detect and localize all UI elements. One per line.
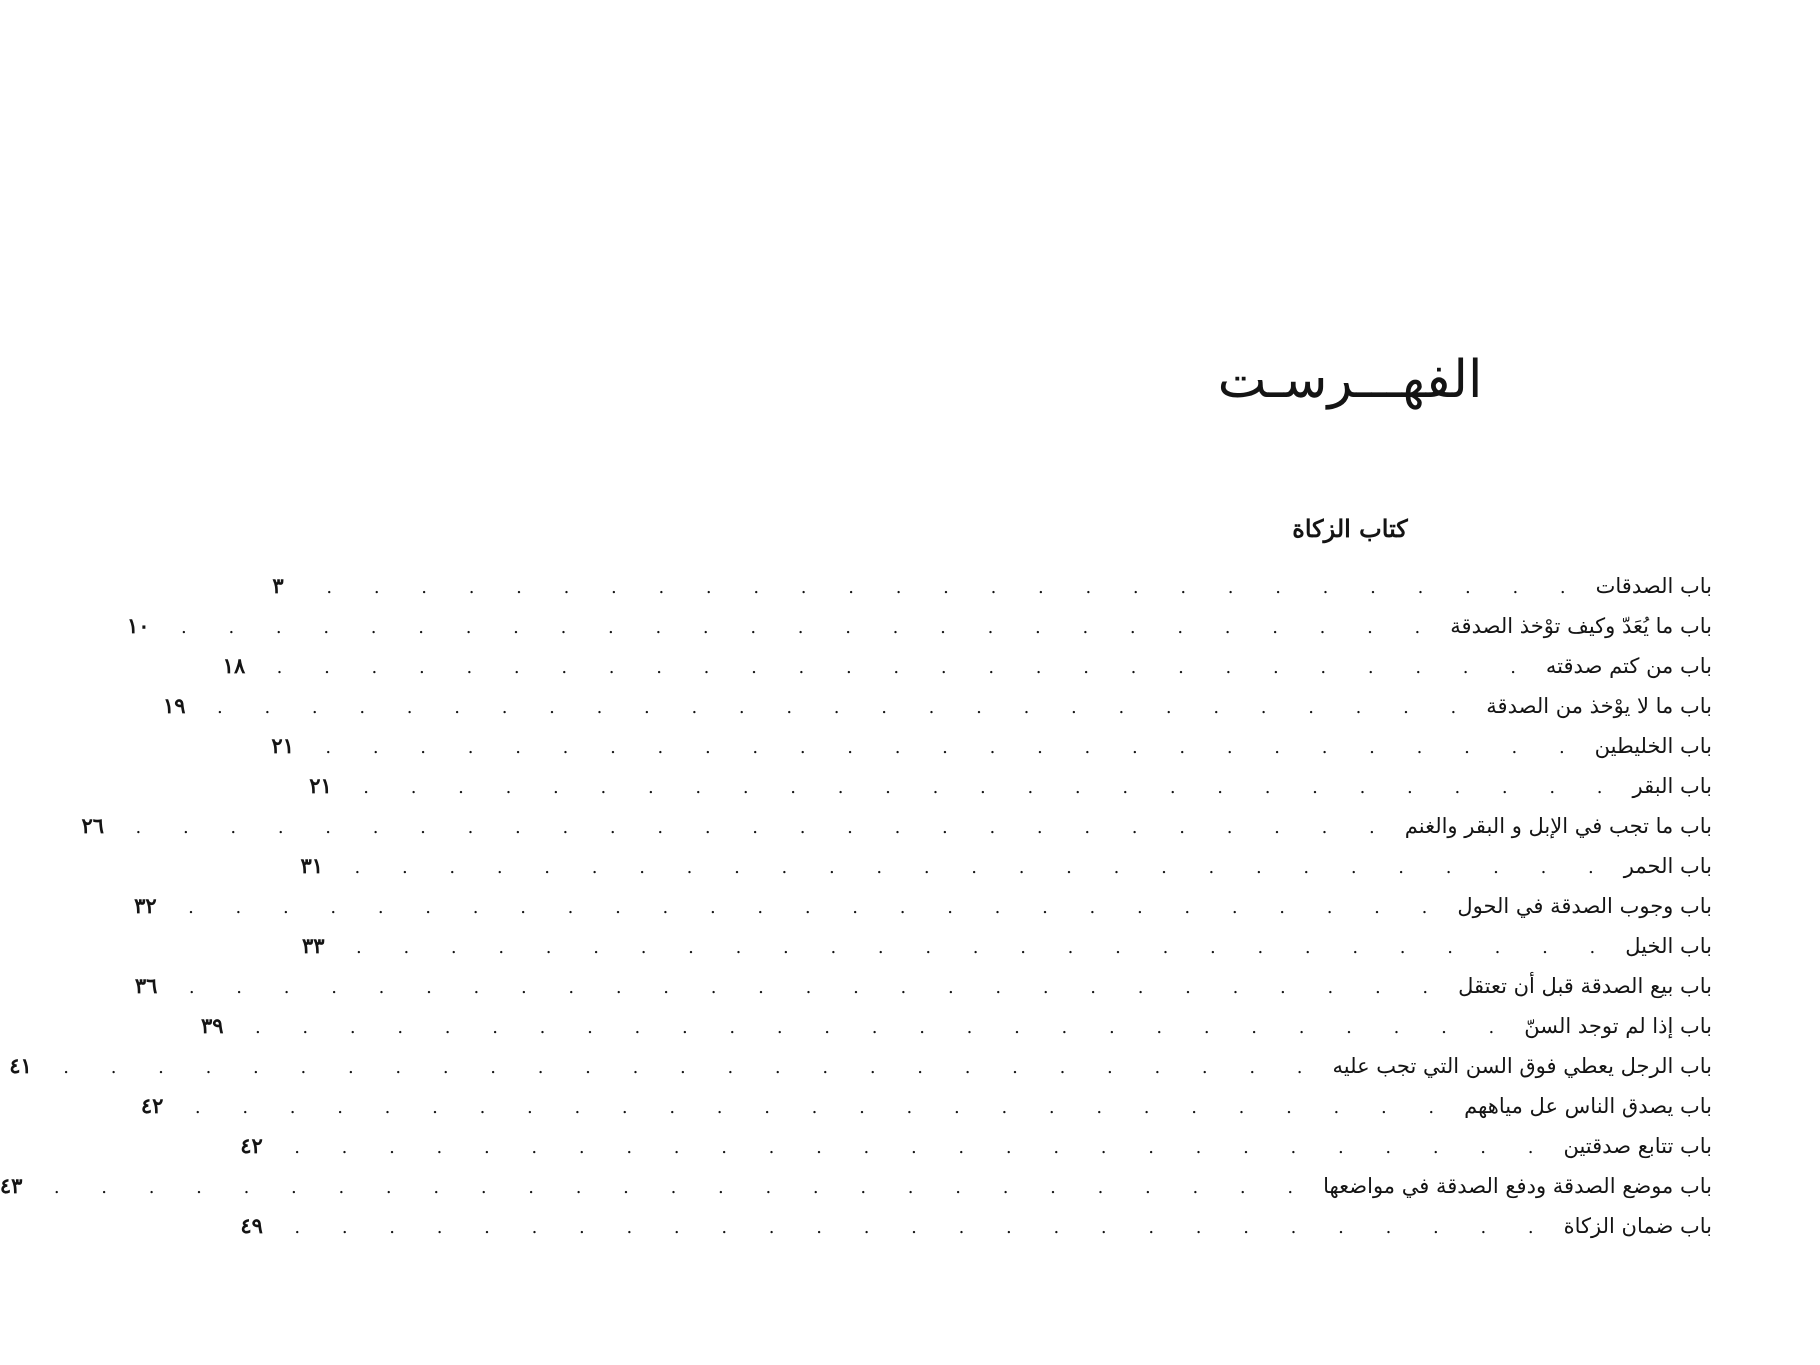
- dot-leader: . . . . . . . . . . . . . . . . . . . . . . . . . . .: [356, 937, 1614, 958]
- toc-entry-title: باب الحمر: [1623, 854, 1712, 878]
- toc-entry-title: باب ما يُعَدّ وكيف توْخذ الصدقة: [1450, 614, 1712, 638]
- toc-entry-page-number: ٤٢: [140, 1093, 164, 1118]
- dot-leader: . . . . . . . . . . . . . . . . . . . . . . . . . . .: [354, 857, 1612, 878]
- toc-entry: [163, 688, 1712, 728]
- toc-entry: [140, 1088, 1712, 1128]
- toc-entry: [9, 1048, 1712, 1088]
- toc-entry-page-number: ٣٩: [200, 1013, 224, 1038]
- toc-entry-title: باب ما تجب في الإبل و البقر والغنم: [1404, 814, 1712, 838]
- toc-entry: [272, 568, 1712, 608]
- page-title: الفهـــرسـت: [1217, 350, 1483, 410]
- toc-entry-title: باب الرجل يعطي فوق السن التي تجب عليه: [1332, 1054, 1712, 1078]
- toc-entry-title: باب يصدق الناس عل مياههم: [1464, 1094, 1712, 1118]
- dot-leader: . . . . . . . . . . . . . . . . . . . . . . . . . . .: [326, 577, 1584, 598]
- toc-entry-title: باب إذا لم توجد السنّ: [1524, 1014, 1712, 1038]
- dot-leader: . . . . . . . . . . . . . . . . . . . . . . . . . . .: [63, 1057, 1321, 1078]
- toc-entry-title: باب بيع الصدقة قبل أن تعتقل: [1458, 974, 1712, 998]
- dot-leader: . . . . . . . . . . . . . . . . . . . . . . . . . . .: [188, 897, 1446, 918]
- toc-entry: [271, 728, 1712, 768]
- toc-entry-title: باب وجوب الصدقة في الحول: [1457, 894, 1712, 918]
- toc-entry: [240, 1128, 1712, 1168]
- toc-entry-page-number: ٣٢: [134, 893, 157, 918]
- dot-leader: . . . . . . . . . . . . . . . . . . . . . . . . . . .: [294, 1137, 1552, 1158]
- section-heading: كتاب الزكاة: [1292, 514, 1408, 543]
- toc-entry: [222, 648, 1712, 688]
- toc-entry-page-number: ٣١: [300, 853, 324, 878]
- dot-leader: . . . . . . . . . . . . . . . . . . . . . . . . . . .: [325, 737, 1583, 758]
- toc-entry-page-number: ٣٦: [134, 973, 158, 998]
- toc-entry: [300, 848, 1712, 888]
- dot-leader: . . . . . . . . . . . . . . . . . . . . . . . . . . .: [294, 1217, 1552, 1238]
- toc-entry-page-number: ٤٢: [240, 1133, 263, 1158]
- toc-entry-title: باب الخيل: [1625, 934, 1712, 958]
- toc-entry-page-number: ٢١: [271, 733, 294, 758]
- toc-entry: [0, 1168, 1712, 1208]
- toc-entry-title: باب الصدقات: [1595, 574, 1712, 598]
- toc-entry: [200, 1008, 1712, 1048]
- toc-entry: [302, 928, 1712, 968]
- toc-entry-page-number: ١٨: [222, 653, 246, 678]
- dot-leader: . . . . . . . . . . . . . . . . . . . . . . . . . . .: [217, 697, 1475, 718]
- toc-entry-page-number: ٤١: [9, 1053, 32, 1078]
- toc-entry-page-number: ١٠: [127, 613, 150, 638]
- dot-leader: . . . . . . . . . . . . . . . . . . . . . . . . . . .: [363, 777, 1621, 798]
- toc-entry: [127, 608, 1712, 648]
- toc-entry: [81, 808, 1712, 848]
- dot-leader: . . . . . . . . . . . . . . . . . . . . . . . . . . .: [188, 977, 1447, 998]
- dot-leader: . . . . . . . . . . . . . . . . . . . . . . . . . . .: [194, 1097, 1453, 1118]
- toc-entry: [134, 888, 1712, 928]
- toc-entry-title: باب الخليطين: [1594, 734, 1712, 758]
- toc-entry-title: باب ما لا يوْخذ من الصدقة: [1486, 694, 1712, 718]
- toc-entry-title: باب تتابع صدقتين: [1563, 1134, 1712, 1158]
- toc-entry-page-number: ٤٣: [0, 1173, 23, 1198]
- dot-leader: . . . . . . . . . . . . . . . . . . . . . . . . . . .: [254, 1017, 1513, 1038]
- toc-entry-page-number: ٤٩: [240, 1213, 263, 1238]
- toc-entry-page-number: ٢٦: [81, 813, 105, 838]
- toc-entry: [240, 1208, 1712, 1248]
- toc-entry-title: باب ضمان الزكاة: [1563, 1214, 1712, 1238]
- dot-leader: . . . . . . . . . . . . . . . . . . . . . . . . . . .: [181, 617, 1439, 638]
- dot-leader: . . . . . . . . . . . . . . . . . . . . . . . . . . .: [53, 1177, 1312, 1198]
- toc-entry-title: باب موضع الصدقة ودفع الصدقة في مواضعها: [1323, 1174, 1712, 1198]
- toc-entry-page-number: ١٩: [163, 693, 186, 718]
- toc-entry-title: باب البقر: [1632, 774, 1712, 798]
- toc-entry-page-number: ٢١: [309, 773, 332, 798]
- toc-entry-page-number: ٣٣: [302, 933, 325, 958]
- toc-entry: [134, 968, 1712, 1008]
- table-of-contents: [0, 568, 1712, 1248]
- dot-leader: . . . . . . . . . . . . . . . . . . . . . . . . . . .: [135, 817, 1393, 838]
- toc-entry-page-number: ٣: [272, 573, 284, 598]
- toc-entry: [309, 768, 1712, 808]
- dot-leader: . . . . . . . . . . . . . . . . . . . . . . . . . . .: [276, 657, 1534, 678]
- toc-entry-title: باب من كتم صدقته: [1545, 654, 1712, 678]
